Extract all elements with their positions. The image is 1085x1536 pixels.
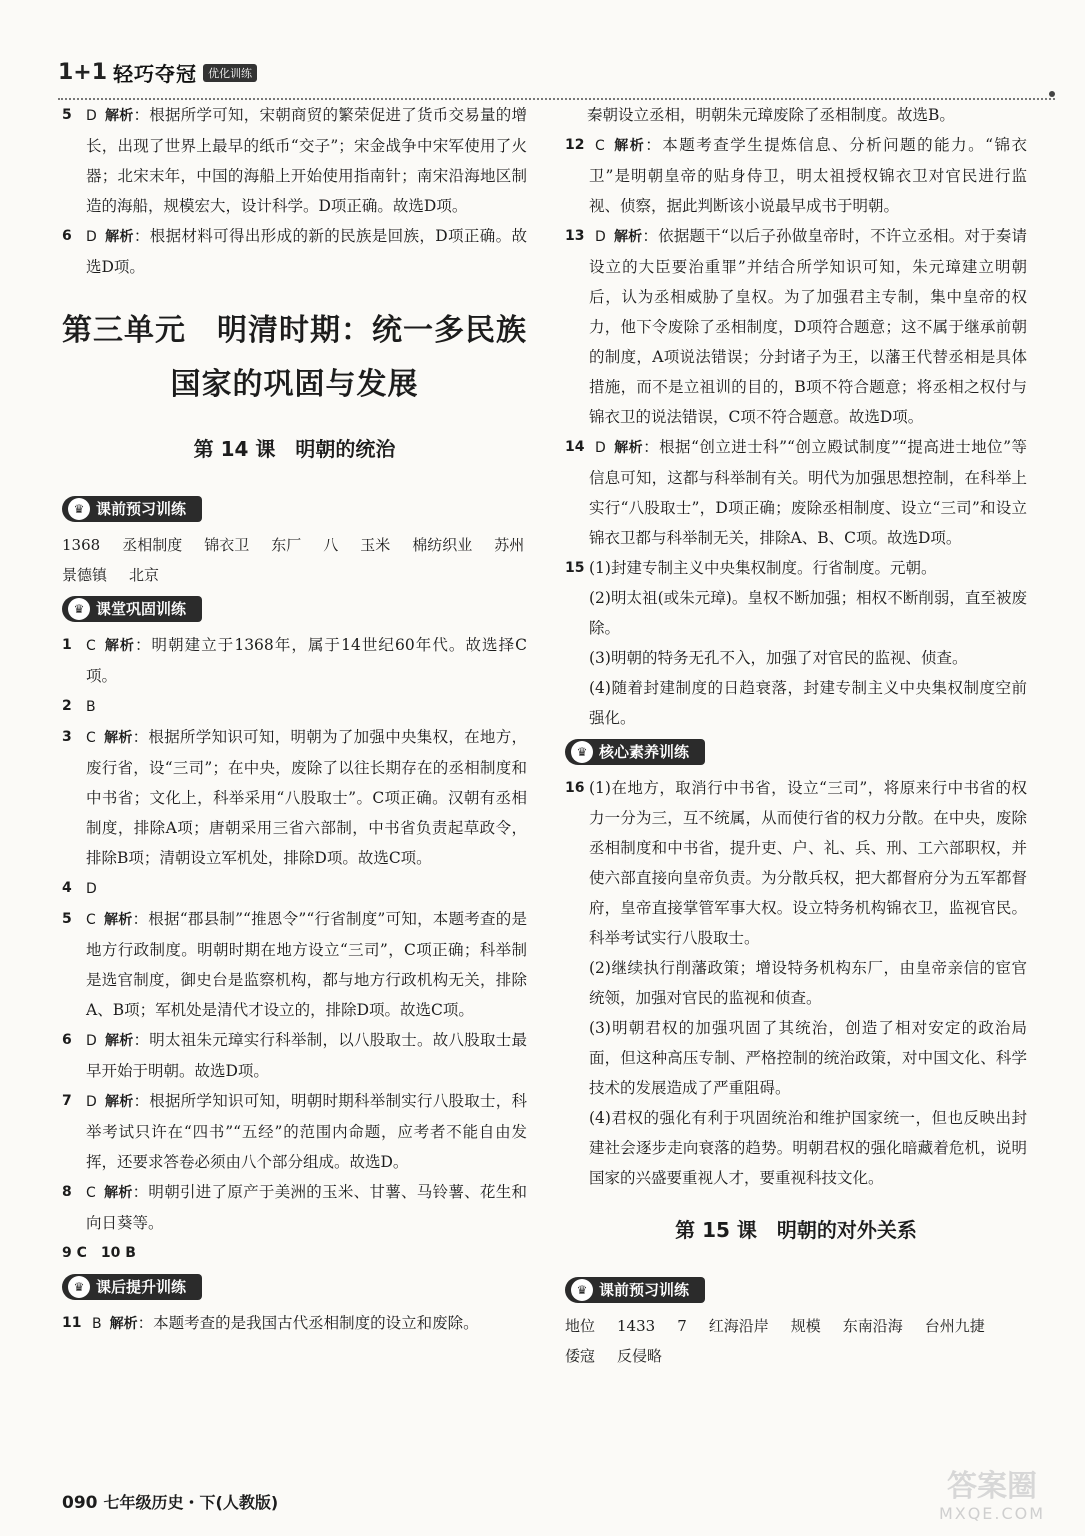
fill-answer: 倭寇 [565, 1347, 596, 1365]
fill-answer: 1433 [617, 1317, 656, 1335]
analysis-text: ：根据“郡县制”“推恩令”“行省制度”可知，本题考查的是地方行政制度。明朝时期在地方设立“三司”，C项正确；科举制是选官制度，御史台是监察机构，都与地方行政机构无关，排除A、B项；军机处是清代才设立的，排除D项。故选C项。 [86, 910, 528, 1019]
fill-answer: 玉米 [360, 536, 391, 554]
brand-logo [58, 58, 257, 87]
analysis-label: 解析 [104, 1033, 134, 1049]
section-label: 课堂巩固训练 [96, 600, 187, 618]
answer-choice: C [595, 138, 605, 154]
section-label: 课后提升训练 [96, 1278, 187, 1296]
question-number: 3 [62, 729, 72, 745]
analysis-text: ：本题考查学生提炼信息、分析问题的能力。“锦衣卫”是明朝皇帝的贴身侍卫，明太祖授权锦衣卫对官民进行监视、侦察，据此判断该小说最早成书于明朝。 [589, 136, 1027, 215]
unit-title-line2: 国家的巩固与发展 [170, 367, 419, 402]
answer-choice: B [86, 699, 96, 715]
answer-item-4 [62, 873, 527, 904]
answer-item-12 [565, 130, 1027, 221]
answer-part: (1)在地方，取消行中书省，设立“三司”，将原来行中书省的权力一分为三，互不统属，从而使行省的权力分散。在中央，废除丞相制度和中书省，提升吏、户、礼、兵、刑、工六部职权，并使六部直接向皇帝负责。为分散兵权，把大都督府分为五军都督府，皇帝直接掌管军事大权。设立特务机构锦衣卫，监视官民。科举考试实行八股取士。 [589, 779, 1027, 947]
answer-item-5 [62, 100, 527, 221]
section-label: 核心素养训练 [599, 743, 690, 761]
analysis-label: 解析 [103, 912, 133, 928]
section-label: 课前预习训练 [96, 500, 187, 518]
answer-item-8 [62, 1177, 527, 1238]
fill-answer: 地位 [565, 1317, 596, 1335]
question-number: 7 [62, 1093, 72, 1109]
preview15-answers [565, 1311, 1027, 1371]
analysis-label: 解析 [109, 1316, 138, 1332]
question-number: 8 [62, 1184, 72, 1200]
page-header [58, 58, 1055, 98]
fill-answer: 景德镇 [62, 566, 108, 584]
fill-answer: 东南沿海 [842, 1317, 903, 1335]
unit-title-line1: 第三单元 明清时期：统一多民族 [62, 313, 527, 348]
answer-item-5b [62, 904, 527, 1025]
crown-icon: ♛ [571, 1279, 593, 1301]
answer-choice: D [86, 881, 97, 897]
answer-item-6 [62, 221, 527, 282]
preview-answers [62, 530, 527, 590]
fill-answer: 锦衣卫 [204, 536, 250, 554]
fill-answer: 1368 [62, 536, 101, 554]
answer-part: (2)明太祖(或朱元璋)。皇权不断加强；相权不断削弱，直至被废除。 [589, 589, 1027, 637]
question-number: 1 [62, 637, 72, 653]
analysis-text: ：明朝建立于1368年，属于14世纪60年代。故选择C项。 [86, 636, 527, 685]
answer-choice: D [86, 229, 97, 245]
lesson-15-title: 第 15 课 明朝的对外关系 [675, 1218, 917, 1242]
answer-choice: D [595, 440, 606, 456]
analysis-text: ：本题考查的是我国古代丞相制度的设立和废除。 [137, 1314, 479, 1332]
analysis-label: 解析 [103, 638, 135, 654]
question-number: 15 [565, 560, 585, 576]
answer-item-2 [62, 691, 527, 722]
answer-part: (4)君权的强化有利于巩固统治和维护国家统一，但也反映出封建社会逐步走向衰落的趋势。明朝君权的强化暗藏着危机，说明国家的兴盛要重视人才，要重视科技文化。 [589, 1109, 1027, 1187]
analysis-text: ：根据“创立进士科”“创立殿试制度”“提高进士地位”等信息可知，这都与科举制有关。明代为加强思想控制，在科举上实行“八股取士”，D项正确；废除丞相制度、设立“三司”和设立锦衣卫都与科举制无关，排除A、B、C项。故选D项。 [589, 438, 1028, 547]
question-number: 5 [62, 911, 72, 927]
right-column [565, 100, 1027, 1371]
fill-answer: 台州九捷 [924, 1317, 985, 1335]
lesson-14-title: 第 14 课 明朝的统治 [193, 437, 396, 461]
question-number: 13 [565, 228, 585, 244]
answer-choice: C [86, 1185, 96, 1201]
analysis-label: 解析 [103, 1185, 133, 1201]
answer-choice: D [595, 229, 606, 245]
answer-item-1 [62, 630, 527, 691]
question-number: 6 [62, 1032, 72, 1048]
book-subtitle: 七年级历史・下(人教版) [103, 1493, 279, 1512]
answer-item-13 [565, 221, 1027, 432]
fill-answer: 红海沿岸 [708, 1317, 769, 1335]
analysis-label: 解析 [613, 229, 643, 245]
crown-icon: ♛ [68, 1276, 90, 1298]
watermark-url: MXQE.COM [938, 1504, 1046, 1523]
answer-part: (4)随着封建制度的日趋衰落，封建专制主义中央集权制度空前强化。 [589, 679, 1027, 727]
answer-choice: D [86, 1033, 97, 1049]
watermark [917, 1470, 1067, 1530]
answer-part: (1)封建专制主义中央集权制度。行省制度。元朝。 [589, 559, 937, 577]
fill-answer: 八 [323, 536, 339, 554]
analysis-label: 解析 [104, 108, 134, 124]
answer-item-6b [62, 1025, 527, 1086]
question-number: 6 [62, 228, 72, 244]
left-column [62, 100, 527, 1339]
answer-part: (3)明朝的特务无孔不入，加强了对官民的监视、侦查。 [589, 649, 968, 667]
series-badge: 优化训练 [203, 64, 257, 82]
answer-choice: D [86, 108, 97, 124]
analysis-text: ：根据所学知识可知，明朝时期科举制实行八股取士，科举考试只许在“四书”“五经”的范围内命题，应考者不能自由发挥，还要求答卷必须由八个部分组成。故选D。 [86, 1092, 527, 1171]
analysis-text: ：根据材料可得出形成的新的民族是回族，D项正确。故选D项。 [86, 227, 527, 276]
fill-answer: 北京 [129, 566, 160, 584]
analysis-label: 解析 [104, 1094, 134, 1110]
section-preview-banner [62, 496, 202, 522]
answer-item-3 [62, 722, 527, 873]
answer-choice: C [86, 638, 96, 654]
crown-icon: ♛ [68, 498, 90, 520]
answer-item-11-continued: 秦朝设立丞相，明朝朱元璋废除了丞相制度。故选B。 [587, 106, 955, 124]
answer-choice: C [86, 912, 96, 928]
section-after-banner [62, 1274, 202, 1300]
answer-part: (2)继续执行削藩政策；增设特务机构东厂，由皇帝亲信的宦官统领，加强对官民的监视和侦查。 [589, 959, 1027, 1007]
question-number: 12 [565, 137, 585, 153]
logo-mark: 1+1 [58, 60, 108, 85]
analysis-label: 解析 [612, 138, 646, 154]
unit-title [62, 304, 527, 412]
fill-answer: 丞相制度 [122, 536, 183, 554]
analysis-label: 解析 [103, 730, 133, 746]
analysis-label: 解析 [613, 440, 644, 456]
answer-choice: C [86, 730, 96, 746]
analysis-text: ：明朝引进了原产于美洲的玉米、甘薯、马铃薯、花生和向日葵等。 [86, 1183, 527, 1232]
answer-item-11 [62, 1308, 527, 1339]
answer-choice: B [92, 1316, 102, 1332]
answer-item-14 [565, 432, 1027, 553]
fill-answer: 反侵略 [617, 1347, 663, 1365]
watermark-logo: 答案圈 [947, 1469, 1037, 1504]
answer-item-15 [565, 553, 1027, 733]
fill-answer: 苏州 [494, 536, 525, 554]
answer-item-7 [62, 1086, 527, 1177]
header-dot [1049, 91, 1055, 97]
question-number: 11 [62, 1315, 82, 1331]
section-class-banner [62, 596, 202, 622]
analysis-text: ：根据所学可知，宋朝商贸的繁荣促进了货币交易量的增长，出现了世界上最早的纸币“交子”；宋金战争中宋军使用了火器；北宋末年，中国的海船上开始使用指南针；南宋沿海地区制造的海船，规模宏大，设计科学。D项正确。故选D项。 [86, 106, 527, 215]
section-core-banner [565, 739, 705, 765]
fill-answer: 7 [677, 1317, 687, 1335]
question-number: 5 [62, 107, 72, 123]
analysis-text: ：依据题干“以后子孙做皇帝时，不许立丞相。对于奏请设立的大臣要治重罪”并结合所学知识可知，朱元璋建立明朝后，认为丞相威胁了皇权。为了加强君主专制，集中皇帝的权力，他下令废除了丞相制度，D项符合题意；这不属于继承前朝的制度，A项说法错误；分封诸子为王，以藩王代替丞相是具体措施，而不是立祖训的目的，B项不符合题意；将丞相之权付与锦衣卫的说法错误，C项不符合题意。故选D项。 [589, 227, 1027, 426]
fill-answer: 规模 [790, 1317, 821, 1335]
answer-choice: D [86, 1094, 97, 1110]
page-footer [62, 1490, 278, 1513]
analysis-text: ：明太祖朱元璋实行科举制，以八股取士。故八股取士最早开始于明朝。故选D项。 [86, 1031, 527, 1080]
question-number: 2 [62, 698, 72, 714]
crown-icon: ♛ [68, 598, 90, 620]
crown-icon: ♛ [571, 741, 593, 763]
answer-item-16 [565, 773, 1027, 1193]
question-number: 16 [565, 780, 585, 796]
question-number: 14 [565, 439, 585, 455]
fill-answer: 东厂 [271, 536, 302, 554]
section-preview15-banner [565, 1277, 705, 1303]
answer-item-9-10: 9 C 10 B [62, 1245, 136, 1261]
page-number: 090 [62, 1493, 98, 1513]
analysis-label: 解析 [104, 229, 134, 245]
fill-answer: 棉纺织业 [412, 536, 473, 554]
analysis-text: ：根据所学知识可知，明朝为了加强中央集权，在地方，废行省，设“三司”；在中央，废除了以往长期存在的丞相制度和中书省；文化上，科举采用“八股取士”。C项正确。汉朝有丞相制度，排除A项；唐朝采用三省六部制，中书省负责起草政令，排除B项；清朝设立军机处，排除D项。故选C项。 [86, 728, 527, 867]
question-number: 4 [62, 880, 72, 896]
section-label: 课前预习训练 [599, 1281, 690, 1299]
answer-part: (3)明朝君权的加强巩固了其统治，创造了相对安定的政治局面，但这种高压专制、严格控制的统治政策，对中国文化、科学技术的发展造成了严重阻碍。 [589, 1019, 1027, 1097]
book-series-title: 轻巧夺冠 [113, 62, 198, 86]
